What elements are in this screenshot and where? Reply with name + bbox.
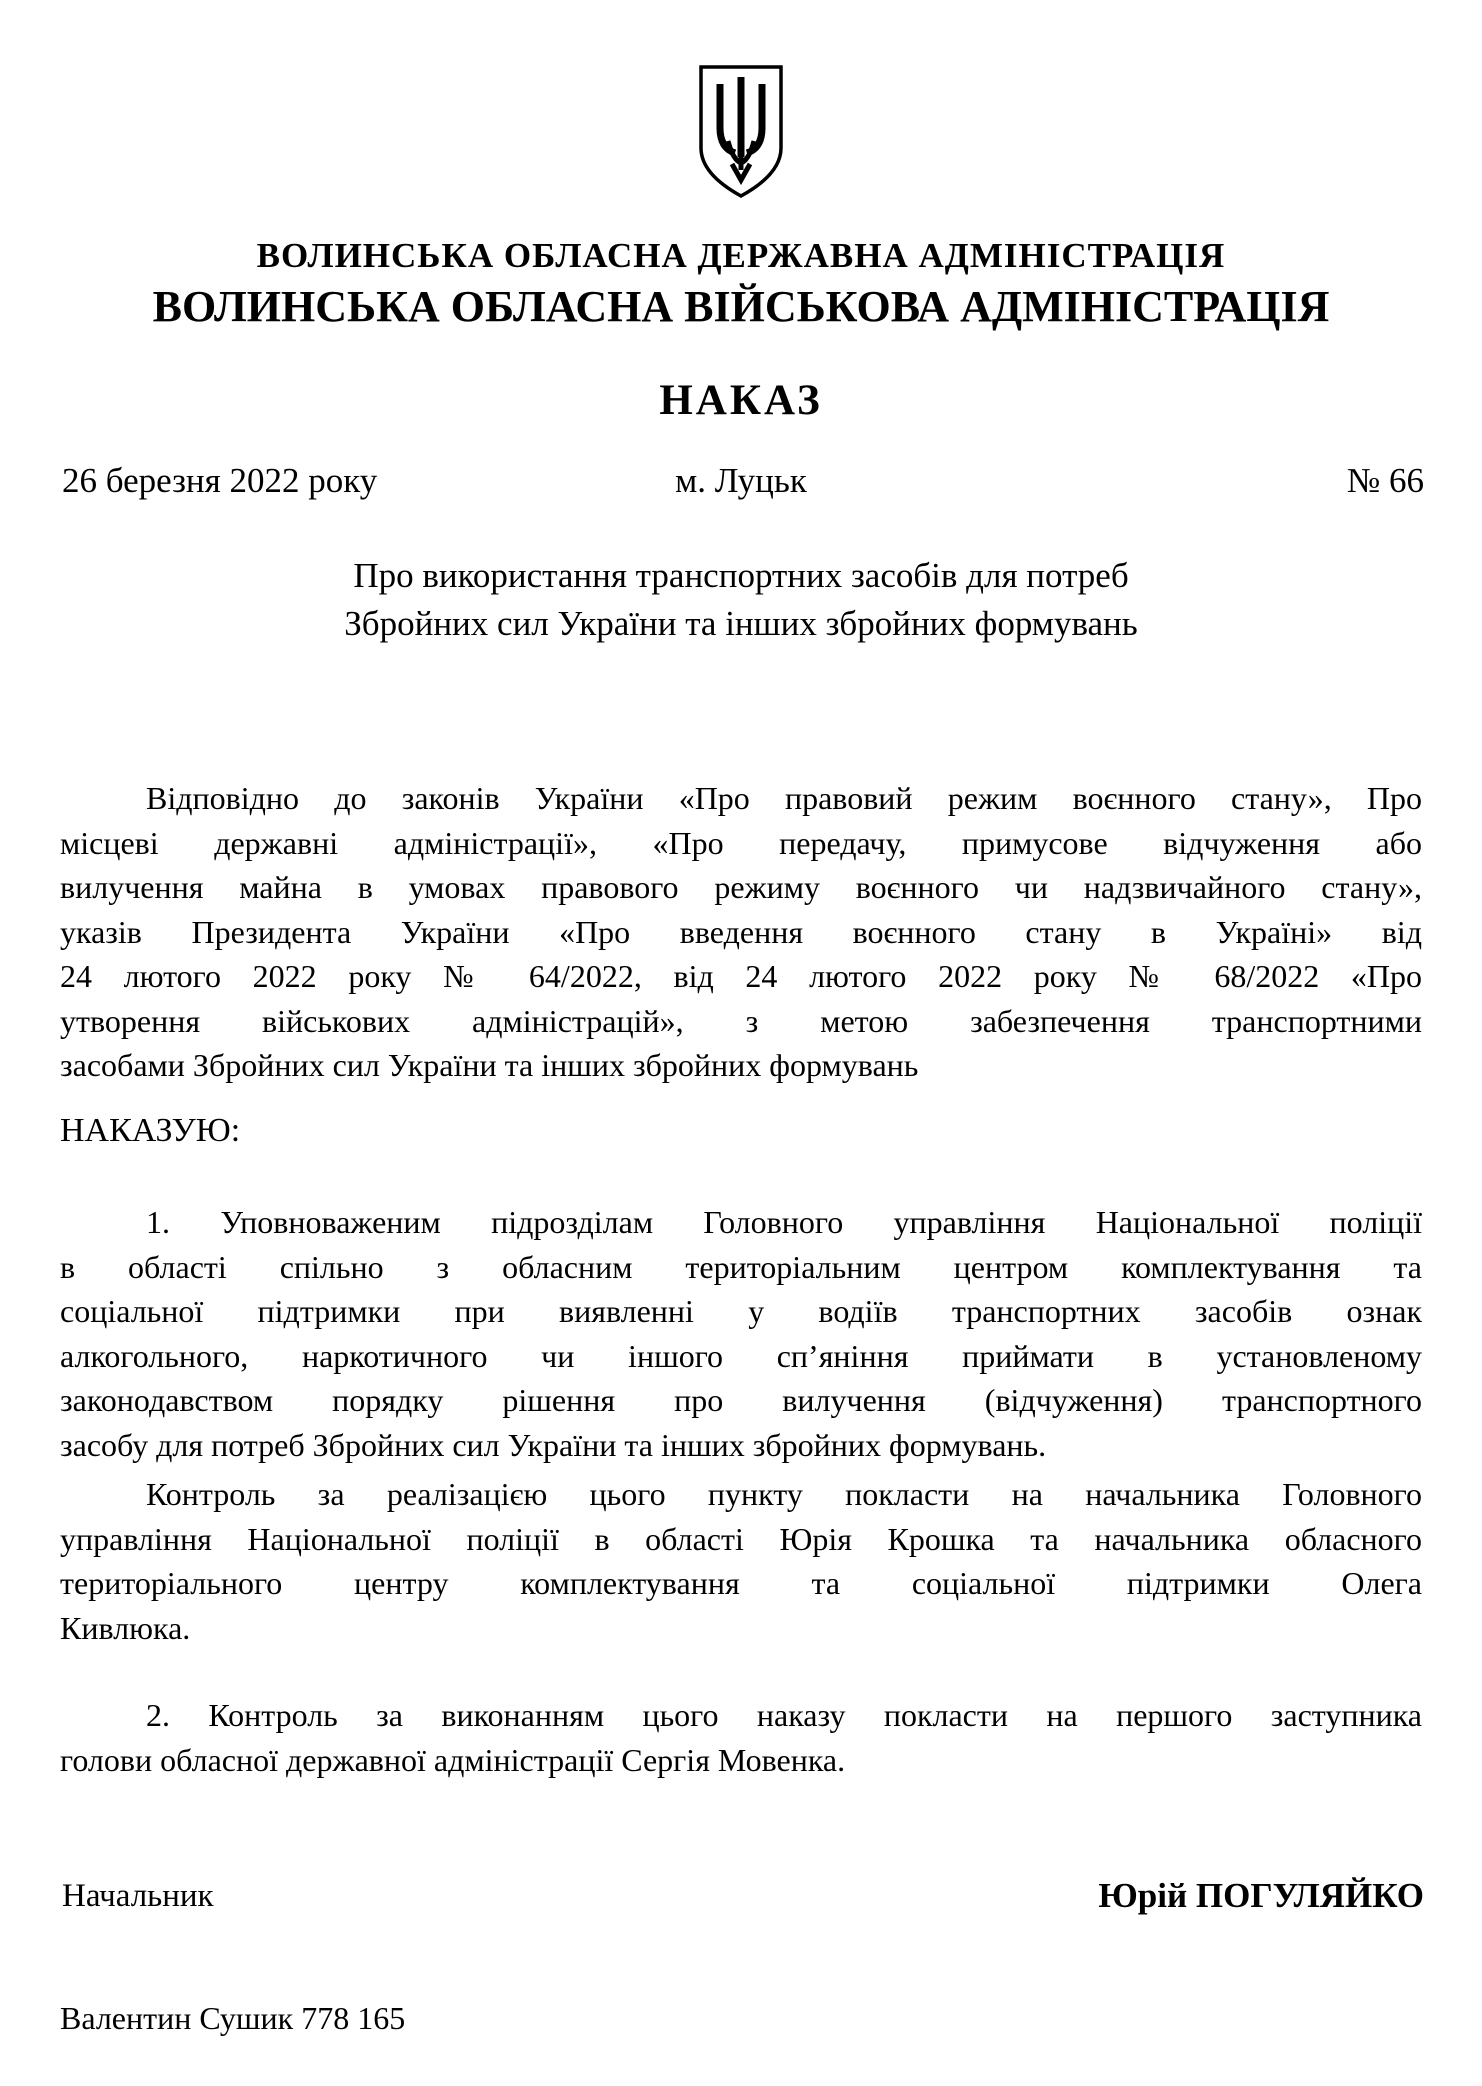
order-item-2 — [60, 1693, 1422, 1782]
signature-name: Юрій ПОГУЛЯЙКО — [1098, 1876, 1424, 1915]
order-item-1 — [60, 1200, 1422, 1467]
preamble-line: місцеві державні адміністрації», «Про передачу, примусове відчуження або — [60, 824, 1422, 861]
document-place: м. Луцьк — [675, 461, 807, 500]
order-item-1-line: законодавством порядку рішення про вилучення (відчуження) транспортного — [60, 1382, 1422, 1418]
preamble-line: Відповідно до законів України «Про правовий режим воєнного стану», Про — [146, 780, 1422, 816]
document-number: № 66 — [1346, 461, 1424, 500]
preamble-line: 24 лютого 2022 року № 64/2022, від 24 лютого 2022 року № 68/2022 «Про — [60, 958, 1422, 994]
preamble-line: указів Президента України «Про введення воєнного стану в Україні» від — [60, 913, 1422, 950]
preamble-line: засобами Збройних сил України та інших збройних формувань — [60, 1047, 919, 1083]
executor-contact: Валентин Сушик 778 165 — [60, 2000, 406, 2036]
subject-line-2: Збройних сил України та інших збройних формувань — [344, 604, 1138, 643]
document-type-title: НАКАЗ — [659, 377, 823, 424]
signature-position: Начальник — [62, 1878, 214, 1914]
order-item-1-line: алкогольного, наркотичного чи іншого сп’яніння приймати в установленому — [60, 1337, 1422, 1374]
order-control-line: управління Національної поліції в області Юрія Крошка та начальника обласного — [60, 1520, 1422, 1557]
order-item-2-line: голови обласної державної адміністрації Сергія Мовенка. — [60, 1741, 846, 1778]
document-subject — [0, 552, 1482, 648]
org-name-state-administration: ВОЛИНСЬКА ОБЛАСНА ДЕРЖАВНА АДМІНІСТРАЦІЯ — [256, 236, 1226, 275]
order-item-1-line: соціальної підтримки при виявленні у водіїв транспортних засобів ознак — [60, 1293, 1422, 1329]
order-control-line: Кивлюка. — [60, 1609, 191, 1646]
order-control-line: Контроль за реалізацією цього пункту покласти на начальника Головного — [146, 1476, 1422, 1512]
preamble-paragraph — [60, 776, 1422, 1088]
subject-line-1: Про використання транспортних засобів для потреб — [353, 556, 1129, 595]
preamble-line: утворення військових адміністрацій», з метою забезпечення транспортними — [60, 1002, 1422, 1039]
order-item-1-control — [60, 1472, 1422, 1650]
order-control-line: територіального центру комплектування та соціальної підтримки Олега — [60, 1565, 1422, 1601]
order-word: НАКАЗУЮ: — [60, 1112, 241, 1149]
order-item-1-line: 1. Уповноваженим підрозділам Головного управління Національної поліції — [146, 1204, 1422, 1240]
preamble-line: вилучення майна в умовах правового режиму воєнного чи надзвичайного стану», — [60, 869, 1422, 905]
order-item-1-line: засобу для потреб Збройних сил України та інших збройних формувань. — [60, 1426, 1047, 1463]
order-item-1-line: в області спільно з обласним територіальним центром комплектування та — [60, 1248, 1422, 1285]
org-name-military-administration: ВОЛИНСЬКА ОБЛАСНА ВІЙСЬКОВА АДМІНІСТРАЦІЯ — [152, 282, 1330, 331]
order-item-2-line: 2. Контроль за виконанням цього наказу покласти на першого заступника — [146, 1697, 1422, 1733]
document-date: 26 березня 2022 року — [62, 461, 378, 500]
ukraine-trident-emblem-icon — [695, 64, 787, 200]
